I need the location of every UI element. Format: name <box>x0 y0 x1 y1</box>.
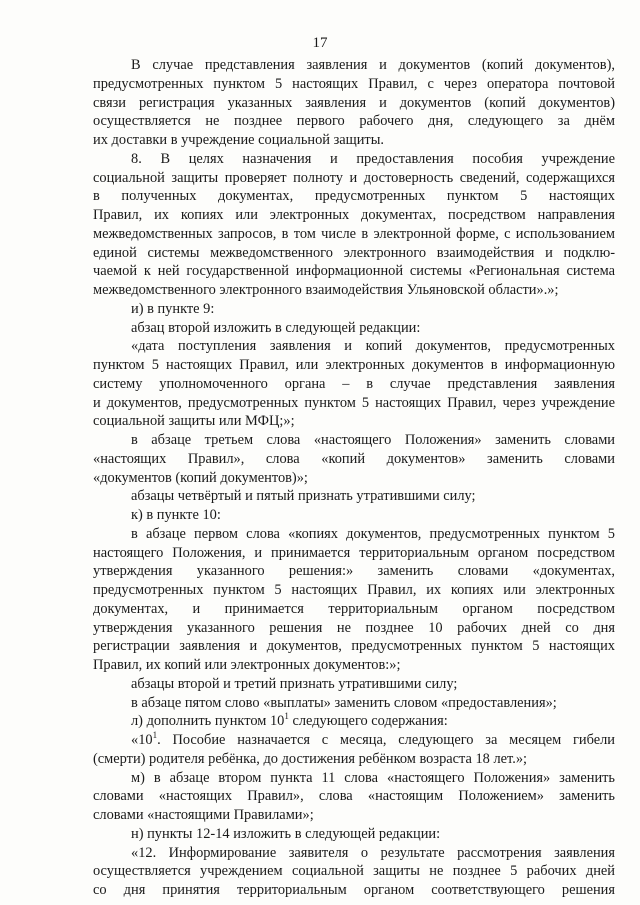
text-line-content: н) пункты 12-14 изложить в следующей редакции: <box>131 825 441 842</box>
text-line <box>93 431 615 450</box>
text-line-content: в абзаце пятом слово «выплаты» заменить словом «предоставления»; <box>131 694 557 711</box>
text-line-content: единой системы межведомственного электронного взаимодействия и подклю- <box>93 244 615 261</box>
text-line-content: м) в абзаце втором пункта 11 слова «настоящего Положения» заменить <box>131 769 615 786</box>
text-line-content: пунктом 5 настоящих Правил, или электронных документов в информационную <box>93 357 615 373</box>
text-line-content: документах, и принимается территориальным органом посредством <box>93 600 615 617</box>
text-line <box>93 169 615 188</box>
text-line-content: «настоящих Правил», слова «копий документов» заменить словами <box>93 450 615 467</box>
text-line-content: абзацы четвёртый и пятый признать утратившими силу; <box>131 488 476 505</box>
text-line-content: межведомственных запросов, в том числе в электронной форме, с использованием <box>93 225 615 242</box>
text-line <box>93 244 615 263</box>
text-line-content: словами «настоящими Правилами»; <box>93 807 314 823</box>
text-line-content: к) в пункте 10: <box>131 507 221 523</box>
text-line-content: 8. В целях назначения и предоставления пособия учреждение <box>131 150 615 167</box>
text-line <box>93 694 615 713</box>
text-line-content: предусмотренных пунктом 5 настоящих Правил, их копиях или электронных <box>93 582 615 598</box>
text-line <box>93 225 615 244</box>
text-line <box>93 375 615 394</box>
text-line <box>93 712 615 731</box>
text-line <box>93 112 615 131</box>
text-line <box>93 75 615 94</box>
text-line <box>93 412 615 431</box>
text-line <box>93 562 615 581</box>
text-line <box>93 206 615 225</box>
text-line-content: словами «настоящих Правил», слова «настоящим Положением» заменить <box>93 788 615 805</box>
text-line <box>93 56 615 75</box>
text-line <box>93 769 615 788</box>
text-line-content: настоящего Положения, и принимается территориальным органом посредством <box>93 544 615 561</box>
text-line <box>93 469 615 488</box>
text-line-content: в абзаце третьем слова «настоящего Положения» заменить словами <box>131 432 615 448</box>
text-line-content: и) в пункте 9: <box>131 300 215 317</box>
text-line <box>93 881 615 900</box>
text-line <box>93 619 615 638</box>
superscript: 1 <box>152 731 158 741</box>
text-line-content: (смерти) родителя ребёнка, до достижения ребёнком возраста 18 лет.»; <box>93 750 528 767</box>
text-line <box>93 787 615 806</box>
text-line <box>93 337 615 356</box>
text-line-content: В случае представления заявления и документов (копий документов), <box>131 57 615 73</box>
text-line-content: утверждения указанного решения не позднее 10 рабочих дней со дня <box>93 619 615 636</box>
text-line-content: регистрации заявления и документов, предусмотренных пунктом 5 настоящих <box>93 638 615 655</box>
text-line-content: Правил, их копий или электронных документов:»; <box>93 657 401 673</box>
text-line-content: абзац второй изложить в следующей редакции: <box>131 319 421 336</box>
text-line <box>93 394 615 413</box>
text-line-content: осуществляется не позднее первого рабочего дня, следующего за днём <box>93 113 615 130</box>
text-line-tail: следующего содержания: <box>288 713 448 730</box>
text-line <box>93 806 615 825</box>
text-line-content: межведомственного электронного взаимодействия Ульяновской области».»; <box>93 282 559 298</box>
text-line-content: абзацы второй и третий признать утратившими силу; <box>131 675 458 692</box>
text-line-content: со дня принятия территориальным органом соответствующего решения <box>93 882 615 898</box>
text-line-content: социальной защиты или МФЦ;»; <box>93 413 295 430</box>
text-line <box>93 94 615 113</box>
text-line <box>93 637 615 656</box>
text-line <box>93 262 615 281</box>
text-line <box>93 525 615 544</box>
text-line <box>93 450 615 469</box>
text-line <box>93 825 615 844</box>
superscript: 1 <box>284 712 289 722</box>
text-line <box>93 544 615 563</box>
text-line <box>93 656 615 675</box>
text-line-content: их доставки в учреждение социальной защиты. <box>93 132 384 148</box>
text-line-content: «10 <box>131 732 153 748</box>
text-line <box>93 281 615 300</box>
text-line <box>93 150 615 169</box>
text-line-content: л) дополнить пунктом 10 <box>131 713 285 730</box>
text-line <box>93 131 615 150</box>
text-line-content: в абзаце первом слова «копиях документов, предусмотренных пунктом 5 <box>131 525 615 542</box>
text-line <box>93 356 615 375</box>
text-line-content: и документов, предусмотренных пунктом 5 настоящих Правил, через учреждение <box>93 394 615 411</box>
text-line <box>93 487 615 506</box>
text-line <box>93 731 615 750</box>
text-line-content: чаемой к ней государственной информационной системы «Региональная система <box>93 263 615 280</box>
text-line-content: Правил, их копиях или электронных документах, посредством направления <box>93 207 615 223</box>
text-line-content: осуществляется учреждением социальной защиты не позднее 5 рабочих дней <box>93 863 615 880</box>
text-line-content: «12. Информирование заявителя о результате рассмотрения заявления <box>131 844 615 861</box>
text-line <box>93 862 615 881</box>
page-number: 17 <box>312 35 328 51</box>
text-line <box>93 581 615 600</box>
text-line <box>93 844 615 863</box>
text-line <box>93 506 615 525</box>
text-line <box>93 750 615 769</box>
text-line-tail: . Пособие назначается с месяца, следующего за месяцем гибели <box>157 732 615 748</box>
text-line <box>93 675 615 694</box>
text-line-content: систему уполномоченного органа – в случае представления заявления <box>93 375 615 392</box>
text-line-content: связи регистрация указанных заявления и документов (копий документов) <box>93 94 615 111</box>
document-body <box>93 56 615 900</box>
text-line <box>93 600 615 619</box>
text-line <box>93 187 615 206</box>
text-line-content: в полученных документах, предусмотренных пунктом 5 настоящих <box>93 188 615 205</box>
text-line-content: предусмотренных пунктом 5 настоящих Правил, с через оператора почтовой <box>93 75 615 92</box>
text-line-content: «документов (копий документов)»; <box>93 469 308 486</box>
text-line-content: социальной защиты проверяет полноту и достоверность сведений, содержащихся <box>93 169 615 186</box>
text-line-content: утверждения указанного решения:» заменить словами «документах, <box>93 563 615 580</box>
text-line <box>93 319 615 338</box>
text-line <box>93 300 615 319</box>
text-line-content: «дата поступления заявления и копий документов, предусмотренных <box>131 338 615 355</box>
